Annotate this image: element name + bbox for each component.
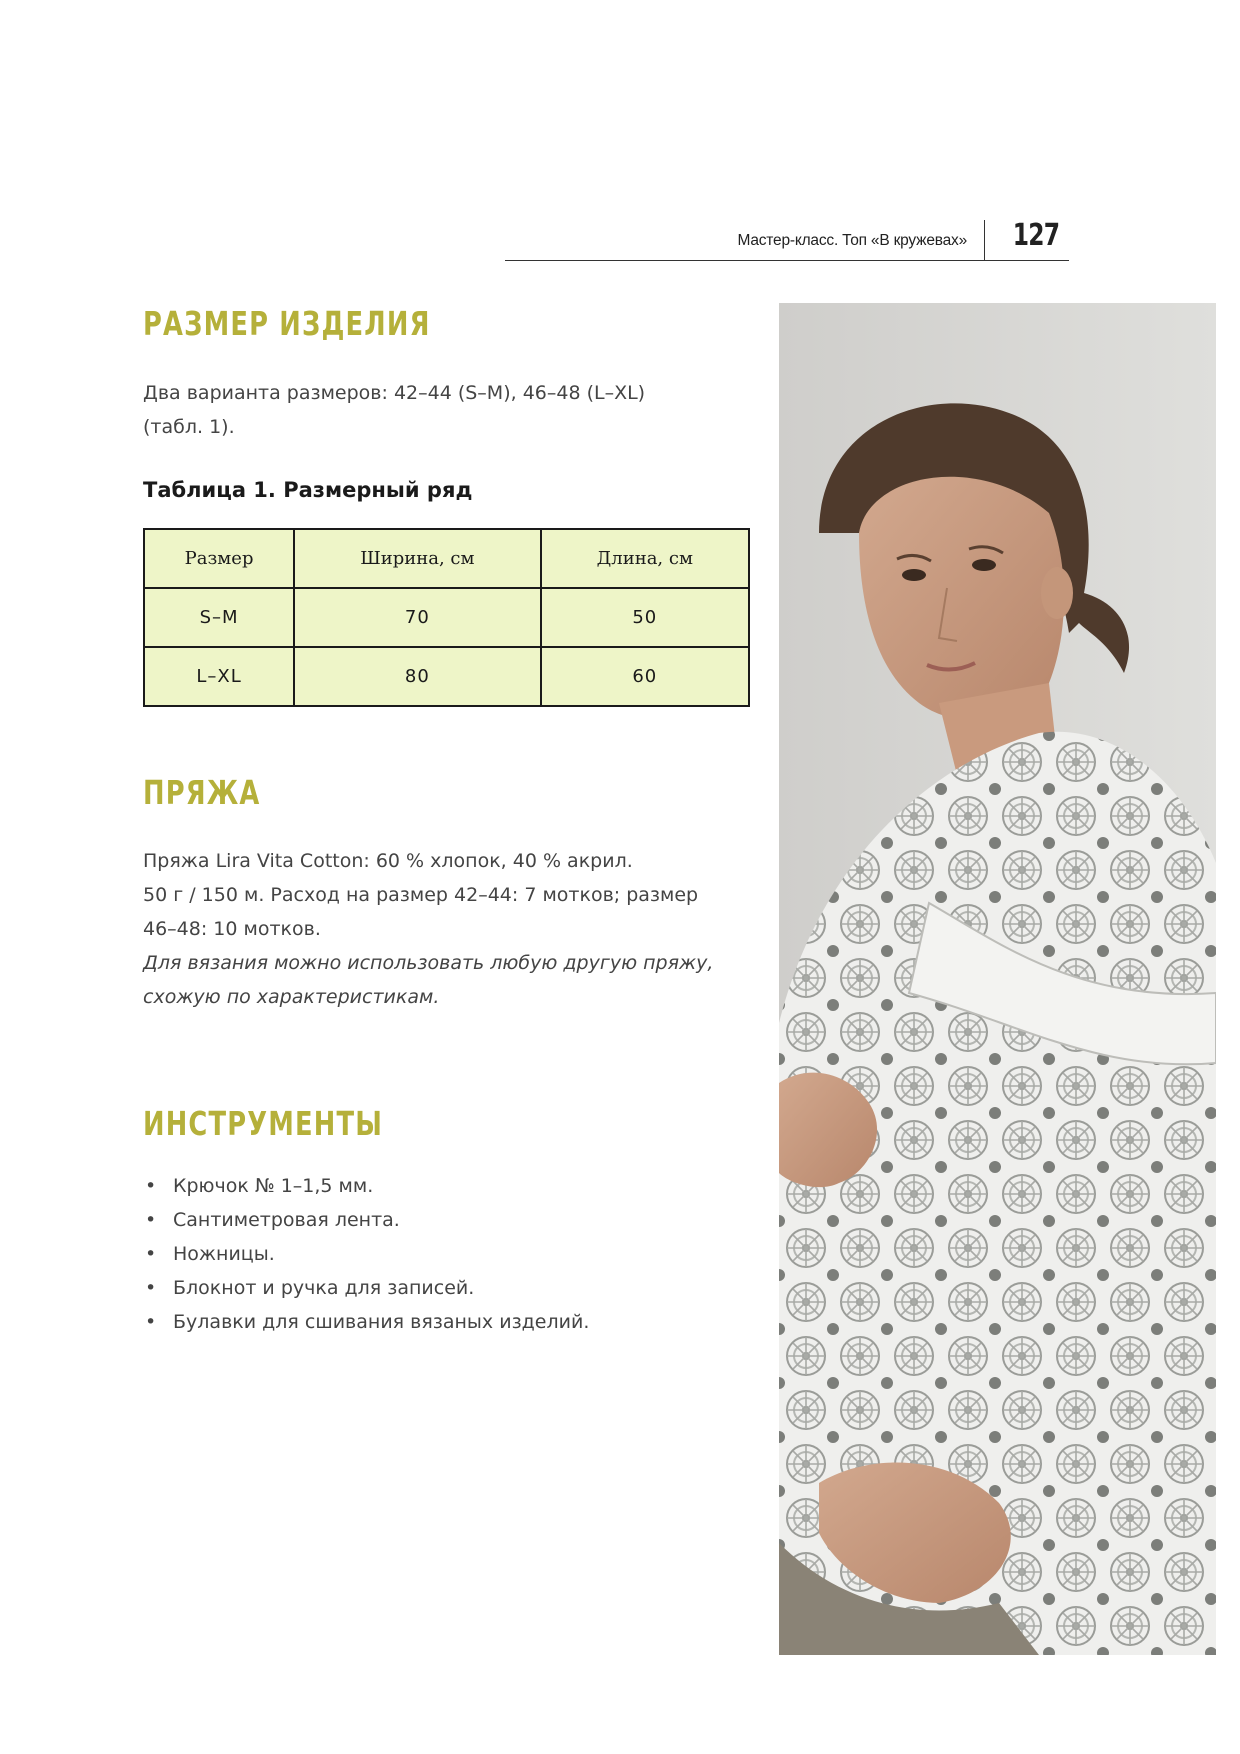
list-item <box>143 1169 743 1203</box>
tools-heading: ИНСТРУМЕНТЫ <box>143 1104 384 1143</box>
list-item <box>143 1237 743 1271</box>
size-text <box>143 376 743 444</box>
table-row <box>144 647 749 706</box>
table-row <box>144 588 749 647</box>
size-text-line-2: (табл. 1). <box>143 416 235 438</box>
yarn-line-2: 50 г / 150 м. Расход на размер 42–44: 7 мотков; размер <box>143 884 699 906</box>
table-cell: S–M <box>144 588 294 647</box>
list-item <box>143 1271 743 1305</box>
size-heading: РАЗМЕР ИЗДЕЛИЯ <box>143 304 431 343</box>
size-table <box>143 528 750 707</box>
table-cell: 70 <box>294 588 540 647</box>
size-text-line-1: Два варианта размеров: 42–44 (S–M), 46–48 (L–XL) <box>143 382 646 404</box>
table-cell: 60 <box>541 647 749 706</box>
yarn-line-1: Пряжа Lira Vita Cotton: 60 % хлопок, 40 % акрил. <box>143 850 633 872</box>
list-item <box>143 1203 743 1237</box>
header-rule <box>505 260 1069 261</box>
yarn-heading: ПРЯЖА <box>143 773 261 812</box>
table-caption: Таблица 1. Размерный ряд <box>143 478 473 502</box>
list-item-label: Ножницы. <box>173 1243 275 1265</box>
tools-list <box>143 1169 743 1339</box>
bullet-icon: • <box>145 1311 157 1333</box>
table-header-length: Длина, см <box>541 529 749 588</box>
table-header-row <box>144 529 749 588</box>
bullet-icon: • <box>145 1243 157 1265</box>
list-item-label: Блокнот и ручка для записей. <box>173 1277 475 1299</box>
table-cell: 50 <box>541 588 749 647</box>
yarn-note-line-1: Для вязания можно использовать любую другую пряжу, <box>143 952 714 974</box>
page-number: 127 <box>1012 218 1060 253</box>
table-cell: 80 <box>294 647 540 706</box>
list-item-label: Сантиметровая лента. <box>173 1209 400 1231</box>
model-photo <box>779 303 1216 1655</box>
yarn-note-line-2: схожую по характеристикам. <box>143 986 440 1008</box>
bullet-icon: • <box>145 1209 157 1231</box>
list-item-label: Булавки для сшивания вязаных изделий. <box>173 1311 590 1333</box>
model-photo-illustration <box>779 303 1216 1655</box>
bullet-icon: • <box>145 1175 157 1197</box>
list-item-label: Крючок № 1–1,5 мм. <box>173 1175 374 1197</box>
bullet-icon: • <box>145 1277 157 1299</box>
table-cell: L–XL <box>144 647 294 706</box>
header-divider <box>984 220 985 260</box>
yarn-line-3: 46–48: 10 мотков. <box>143 918 321 940</box>
running-header-title: Мастер-класс. Топ «В кружевах» <box>737 232 967 249</box>
yarn-text <box>143 844 743 1014</box>
list-item <box>143 1305 743 1339</box>
table-header-width: Ширина, см <box>294 529 540 588</box>
table-header-size: Размер <box>144 529 294 588</box>
